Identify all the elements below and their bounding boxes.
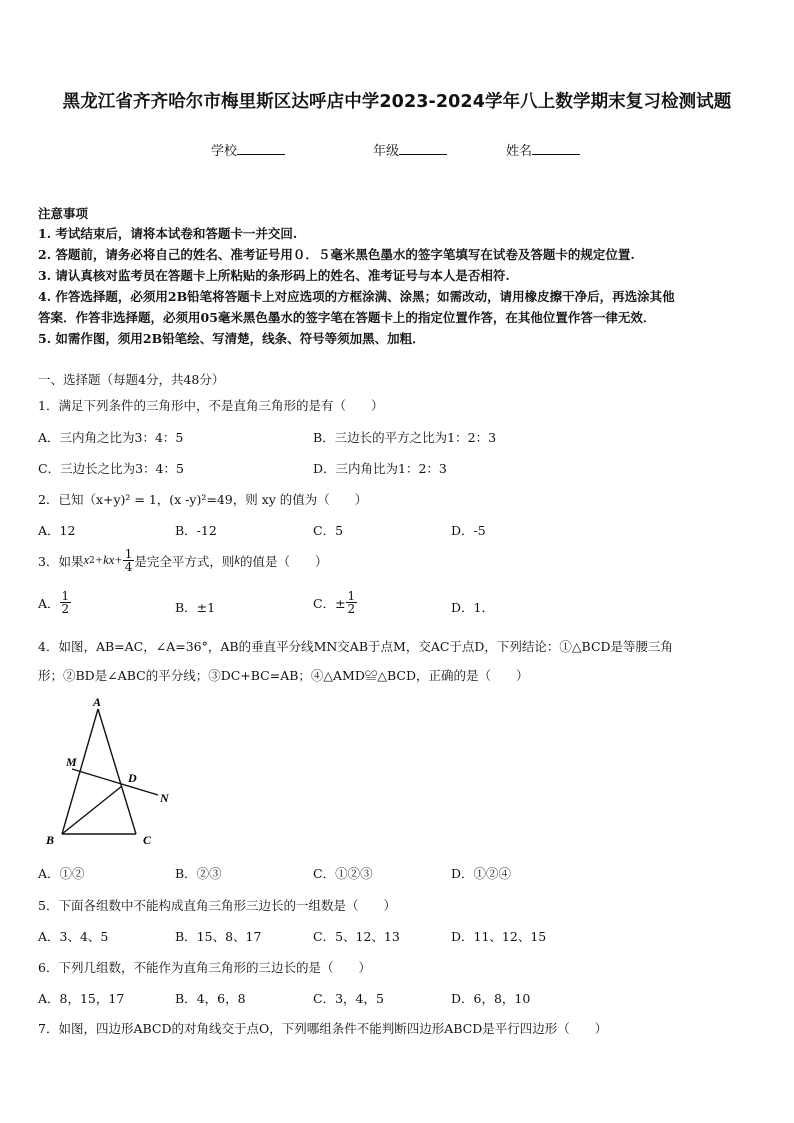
note-item: 4. 作答选择题，必须用2B铅笔将答题卡上对应选项的方框涂满、涂黑；如需改动，请用橡皮擦干净后，再选涂其他 (38, 289, 675, 304)
question-5-stem: 5．下面各组数中不能构成直角三角形三边长的一组数是（ ） (38, 898, 396, 913)
question-2-stem: 2．已知（x+y)² = 1，(x -y)²=49，则 xy 的值为（ ） (38, 492, 368, 507)
question-6-stem: 6．下列几组数，不能作为直角三角形的三边长的是（ ） (38, 960, 371, 975)
q3-frac-num: 1 (124, 547, 133, 561)
note-item: 3. 请认真核对监考员在答题卡上所粘贴的条形码上的姓名、准考证号与本人是否相符. (38, 268, 510, 283)
q3-option-d[interactable]: D．1． (451, 600, 494, 615)
notes-heading: 注意事项 (38, 206, 89, 221)
school-label: 学校 (211, 144, 238, 159)
q5-option-d[interactable]: D．11、12、15 (451, 929, 547, 944)
q3-option-b[interactable]: B．±1 (175, 600, 216, 615)
name-label: 姓名 (506, 144, 533, 159)
q3-c-prefix: C．± (313, 595, 346, 611)
q6-option-b[interactable]: B．4，6，8 (175, 991, 246, 1006)
q3-c-den: 2 (347, 602, 356, 616)
q3-a-den: 2 (61, 602, 70, 616)
segment-bd (62, 786, 122, 834)
q3-fraction (123, 548, 135, 573)
q4-option-c[interactable]: C．①②③ (313, 866, 373, 881)
label-a: A (93, 695, 102, 709)
q4-option-a[interactable]: A．①② (38, 866, 85, 881)
name-blank[interactable] (532, 142, 580, 155)
label-b: B (46, 833, 55, 847)
label-m: M (66, 755, 77, 769)
school-blank[interactable] (237, 142, 285, 155)
q5-option-b[interactable]: B．15、8、17 (175, 929, 262, 944)
q2-option-d[interactable]: D．-5 (451, 523, 486, 538)
school-field[interactable] (211, 140, 285, 159)
q1-option-a[interactable]: A．三内角之比为3：4：5 (38, 430, 184, 445)
label-c: C (143, 833, 152, 847)
q2-option-b[interactable]: B．-12 (175, 523, 217, 538)
q6-option-c[interactable]: C．3，4，5 (313, 991, 384, 1006)
q3-frac-den: 4 (124, 560, 133, 574)
note-item: 2. 答题前，请务必将自己的姓名、准考证号用０．５毫米黑色墨水的签字笔填写在试卷及答题卡的规定位置. (38, 247, 635, 262)
q6-option-a[interactable]: A．8，15，17 (38, 991, 125, 1006)
q3-prefix: 3．如果 (38, 553, 84, 569)
q3-x: x (83, 553, 90, 567)
q3-post1: 是完全平方式，则 (134, 553, 235, 569)
grade-label: 年级 (373, 144, 400, 159)
grade-blank[interactable] (399, 142, 447, 155)
note-item: 5. 如需作图，须用2B铅笔绘、写清楚，线条、符号等须加黑、加粗． (38, 331, 425, 346)
q4-option-b[interactable]: B．②③ (175, 866, 222, 881)
q1-option-d[interactable]: D．三内角比为1：2：3 (313, 461, 447, 476)
q4-option-d[interactable]: D．①②④ (451, 866, 512, 881)
q3-a-num: 1 (61, 589, 70, 603)
q2-option-c[interactable]: C．5 (313, 523, 344, 538)
q3-option-a[interactable] (38, 590, 71, 615)
q5-option-a[interactable]: A．3、4、5 (38, 929, 109, 944)
q1-option-b[interactable]: B．三边长的平方之比为1：2：3 (313, 430, 497, 445)
q3-k: k (234, 553, 240, 567)
label-d: D (128, 771, 137, 785)
question-7-stem: 7．如图，四边形ABCD的对角线交于点O，下列哪组条件不能判断四边形ABCD是平行四边形（ ） (38, 1021, 608, 1036)
q5-option-c[interactable]: C．5、12、13 (313, 929, 400, 944)
q3-a-prefix: A． (38, 595, 60, 611)
question-3-stem (38, 548, 327, 573)
q3-a-fraction (60, 590, 72, 615)
q3-c-fraction (346, 590, 358, 615)
q3-c-num: 1 (347, 589, 356, 603)
question-1-stem: 1．满足下列条件的三角形中，不是直角三角形的是有（ ） (38, 398, 384, 413)
q3-middle: +kx+ (94, 553, 123, 567)
question-4-line1: 4．如图，AB=AC，∠A=36°，AB的垂直平分线MN交AB于点M，交AC于点D，下列结论：①△BCD是等腰三角 (38, 639, 674, 654)
q2-option-a[interactable]: A．12 (38, 523, 76, 538)
q6-option-d[interactable]: D．6，8，10 (451, 991, 531, 1006)
note-item: 答案．作答非选择题，必须用05毫米黑色墨水的签字笔在答题卡上的指定位置作答，在其他位置作答一律无效． (38, 310, 656, 325)
triangle-figure (40, 692, 180, 852)
question-4-line2: 形；②BD是∠ABC的平分线；③DC+BC=AB；④△AMD≌△BCD，正确的是（ ） (38, 668, 529, 683)
q3-post2: 的值是（ ） (239, 553, 328, 569)
name-field[interactable] (506, 140, 580, 159)
grade-field[interactable] (373, 140, 447, 159)
label-n: N (160, 791, 169, 805)
q3-square: 2 (89, 555, 95, 566)
section-heading: 一、选择题（每题4分，共48分） (38, 372, 225, 387)
q3-option-c[interactable] (313, 590, 357, 615)
q1-option-c[interactable]: C．三边长之比为3：4：5 (38, 461, 184, 476)
note-item: 1. 考试结束后，请将本试卷和答题卡一并交回. (38, 226, 298, 241)
page-title: 黑龙江省齐齐哈尔市梅里斯区达呼店中学2023-2024学年八上数学期末复习检测试题 (62, 92, 732, 112)
